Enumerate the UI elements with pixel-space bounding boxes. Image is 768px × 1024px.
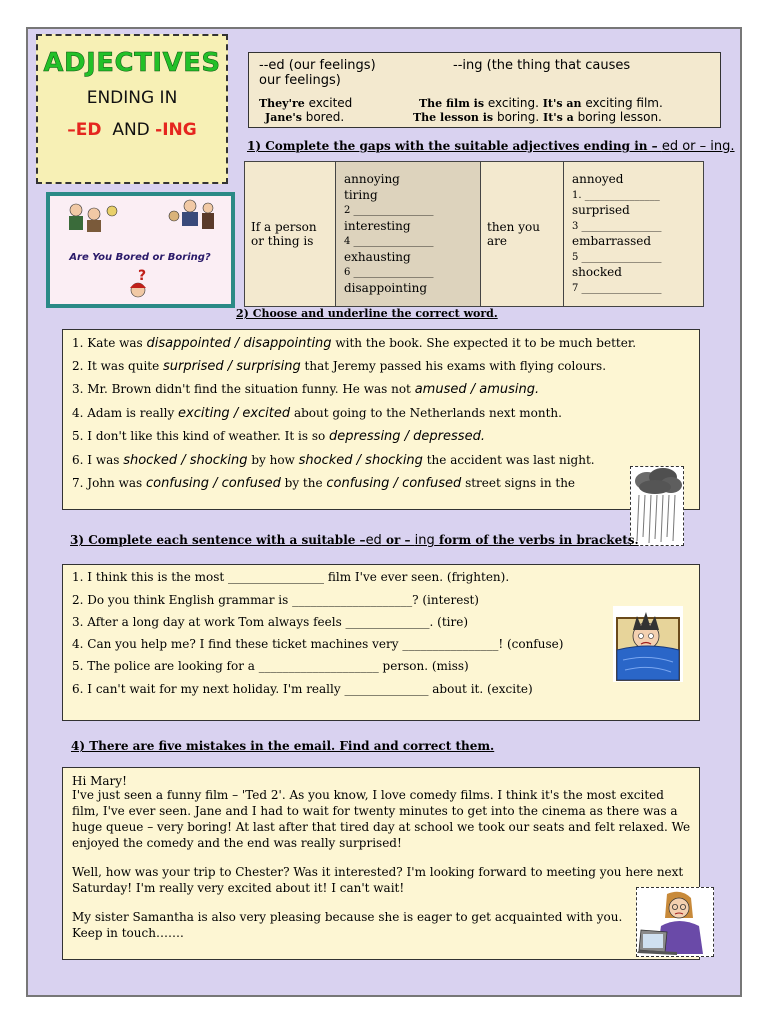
section2-heading: 2) Choose and underline the correct word. — [236, 307, 498, 320]
section1-heading-endings: ed or – ing. — [661, 139, 735, 154]
bored-or-boring-picture — [46, 192, 235, 308]
example-text: They're — [259, 97, 309, 110]
section2-box — [62, 329, 700, 510]
choose-sentence-5: 5. I don't like this kind of weather. It is so depressing / depressed. — [72, 429, 485, 444]
email-line: Keep in touch……. — [72, 926, 184, 940]
ing-word: tiring — [344, 187, 378, 202]
title-ed: –ED — [67, 120, 102, 140]
complete-sentence-5[interactable]: 5. The police are looking for a ____________________ person. (miss) — [72, 659, 469, 673]
choose-sentence-2: 2. It was quite surprised / surprising that Jeremy passed his exams with flying colours. — [72, 359, 607, 374]
sick-boy-illustration — [613, 606, 683, 682]
example-word: bored. — [305, 110, 345, 124]
choose-sentence-7: 7. John was confusing / confused by the confusing / confused street signs in the — [72, 476, 576, 491]
email-paragraph-3 — [72, 909, 622, 941]
section1-table — [244, 161, 704, 307]
ing-word: annoying — [344, 172, 400, 186]
email-box — [62, 767, 700, 960]
ing-word: exhausting — [344, 249, 411, 264]
picture-caption: Are You Bored or Boring? — [69, 252, 211, 263]
ed-definition: --ed (our feelings) — [259, 58, 376, 73]
email-greeting: Hi Mary! — [72, 774, 127, 788]
word-choice[interactable]: confusing / confused — [326, 476, 462, 491]
example-word: excited — [308, 96, 353, 110]
example-word: boring. — [496, 110, 540, 124]
word-choice[interactable]: shocked / shocking — [298, 453, 423, 468]
email-paragraph-2 — [72, 864, 683, 896]
complete-sentence-3[interactable]: 3. After a long day at work Tom always feels ______________. (tire) — [72, 615, 469, 629]
ed-word: embarrassed — [572, 234, 652, 248]
section4-heading: 4) There are five mistakes in the email. Find and correct them. — [71, 739, 495, 753]
ing-words-cell — [336, 162, 481, 307]
choose-sentence-6: 6. I was shocked / shocking by how shocked / shocking the accident was last night. — [72, 453, 595, 468]
example-text: The lesson is — [413, 111, 497, 124]
ing-word: disappointing — [344, 280, 428, 295]
word-choice[interactable]: confusing / confused — [145, 476, 281, 491]
example-word: exciting. — [487, 96, 539, 110]
email-line: My sister Samantha is also very pleasing because she is eager to get acquainted with you. — [72, 910, 623, 924]
ing-definition-continued: our feelings) — [259, 73, 341, 88]
ed-gap[interactable]: 1. _______________ — [572, 189, 660, 201]
section3-heading-text: 3) Complete each sentence with a suitable – — [70, 533, 366, 547]
complete-sentence-2[interactable]: 2. Do you think English grammar is ____________________? (interest) — [72, 593, 479, 607]
email-line: huge queue – very boring! At last after that tired day at school we took our seats and felt relaxed. We — [72, 820, 691, 834]
complete-sentence-4[interactable]: 4. Can you help me? I find these ticket machines very ________________! (confuse) — [72, 637, 564, 651]
ed-words-cell — [564, 162, 704, 307]
choose-sentence-3: 3. Mr. Brown didn't find the situation funny. He was not amused / amusing. — [72, 382, 540, 397]
ing-gap[interactable]: 2 ________________ — [344, 205, 434, 216]
title-and: AND — [112, 120, 150, 140]
complete-sentence-1[interactable]: 1. I think this is the most ________________ film I've ever seen. (frighten). — [72, 570, 510, 584]
section1-heading-text: 1) Complete the gaps with the suitable adjectives ending in – — [247, 139, 662, 153]
ed-word: annoyed — [572, 172, 624, 186]
example-text: Jane's — [265, 111, 306, 124]
if-person-cell — [245, 162, 336, 307]
ing-gap[interactable]: 4 ________________ — [344, 236, 434, 247]
email-paragraph-1 — [72, 787, 690, 851]
section3-heading — [70, 533, 639, 548]
choose-sentence-1: 1. Kate was disappointed / disappointing with the book. She expected it to be much better. — [72, 336, 637, 351]
word-choice[interactable]: disappointed / disappointing — [146, 336, 332, 351]
title-ing: -ING — [155, 120, 197, 140]
definitions-box — [248, 52, 721, 128]
if-person-label: If a person or thing is — [251, 220, 317, 248]
example-boring — [413, 110, 662, 124]
email-line: Saturday! I'm really very excited about it! I can't wait! — [72, 881, 405, 895]
title-ending-in: ENDING IN — [86, 88, 178, 108]
section3-box — [62, 564, 700, 721]
word-choice[interactable]: exciting / excited — [178, 406, 291, 421]
then-you-cell — [481, 162, 564, 307]
ed-word: surprised — [572, 203, 630, 217]
email-line: enjoyed the comedy and the end was really surprised! — [72, 836, 402, 850]
example-exciting — [419, 96, 663, 110]
example-word: exciting film. — [585, 96, 663, 110]
choose-sentence-4: 4. Adam is really exciting / excited about going to the Netherlands next month. — [72, 406, 562, 421]
ed-word: shocked — [572, 265, 622, 279]
email-line: Well, how was your trip to Chester? Was it interested? I'm looking forward to meeting you here next — [72, 865, 684, 879]
email-line: I've just seen a funny film – 'Ted 2'. As you know, I love comedy films. I think it's the most excited — [72, 788, 664, 802]
example-text: The film is — [419, 97, 488, 110]
section3-heading-ing: ing — [414, 533, 435, 548]
svg-text:?: ? — [137, 268, 147, 284]
example-text: It's a — [539, 111, 578, 124]
example-excited — [259, 96, 352, 110]
ed-gap[interactable]: 3 ________________ — [572, 220, 662, 232]
ed-gap[interactable]: 5 ________________ — [572, 251, 662, 263]
section3-heading-text: form of the verbs in brackets. — [434, 533, 639, 547]
girl-laptop-illustration — [636, 887, 714, 957]
section3-heading-ed: ed — [365, 533, 382, 548]
ing-word: interesting — [344, 218, 411, 233]
example-word: boring lesson. — [577, 110, 662, 124]
section3-heading-text: or – — [381, 533, 415, 547]
section1-heading — [247, 139, 735, 154]
word-choice[interactable]: shocked / shocking — [123, 453, 248, 468]
word-choice[interactable]: amused / amusing. — [414, 382, 540, 397]
email-line: film, I've ever seen. Jane and I had to wait for twenty minutes to get into the cinema as there was a — [72, 804, 678, 818]
title-ed-and-ing — [38, 120, 226, 140]
ing-gap[interactable]: 6 ________________ — [344, 267, 434, 278]
title-box — [36, 34, 228, 184]
title-adjectives: ADJECTIVES — [43, 48, 221, 78]
ing-definition: --ing (the thing that causes — [453, 58, 631, 73]
ed-gap[interactable]: 7 ________________ — [572, 282, 662, 294]
word-choice[interactable]: depressing / depressed. — [329, 429, 485, 444]
example-bored — [265, 110, 344, 124]
then-you-label: then you are — [487, 220, 540, 248]
word-choice[interactable]: surprised / surprising — [163, 359, 301, 374]
complete-sentence-6[interactable]: 6. I can't wait for my next holiday. I'm really ______________ about it. (excite) — [72, 682, 533, 696]
example-text: It's an — [538, 97, 586, 110]
